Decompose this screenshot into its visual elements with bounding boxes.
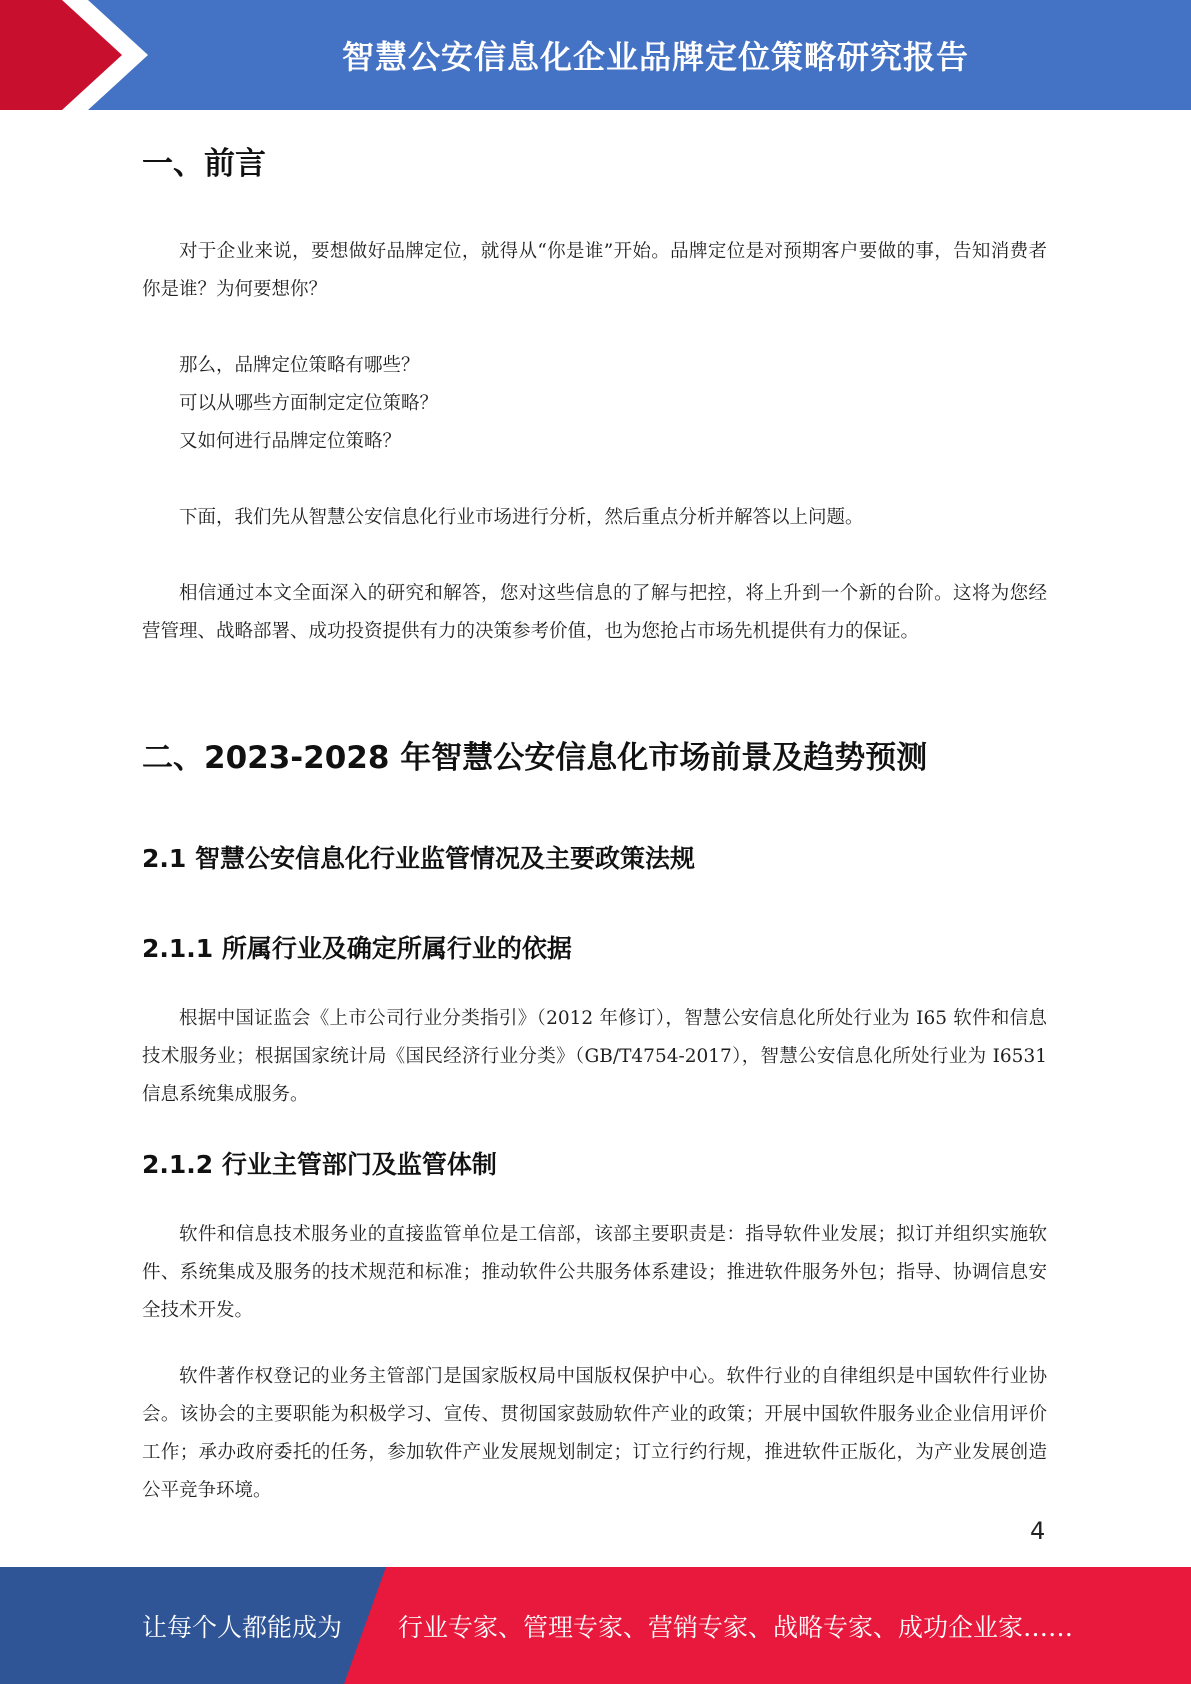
question-item: 那么，品牌定位策略有哪些？ [179, 355, 420, 376]
header-arrow-icon [0, 0, 160, 110]
section-2-1-2-title: 2.1.2 行业主管部门及监管体制 [142, 1150, 497, 1179]
report-title: 智慧公安信息化企业品牌定位策略研究报告 [341, 38, 969, 76]
page-footer [0, 1567, 1191, 1684]
paragraph: 根据中国证监会《上市公司行业分类指引》（2012 年修订），智慧公安信息化所处行业为 I65 软件和信息技术服务业；根据国家统计局《国民经济行业分类》（GB/T4754-2017），智慧公安信息化所处行业为 I6531 信息系统集成服务。 [142, 1008, 1047, 1105]
question-item: 又如何进行品牌定位策略？ [179, 431, 402, 452]
paragraph: 相信通过本文全面深入的研究和解答，您对这些信息的了解与把控，将上升到一个新的台阶。这将为您经营管理、战略部署、成功投资提供有力的决策参考价值，也为您抢占市场先机提供有力的保证。 [142, 583, 1047, 642]
paragraph: 软件著作权登记的业务主管部门是国家版权局中国版权保护中心。软件行业的自律组织是中国软件行业协会。该协会的主要职能为积极学习、宣传、贯彻国家鼓励软件产业的政策；开展中国软件服务业企业信用评价工作；承办政府委托的任务，参加软件产业发展规划制定；订立行约行规，推进软件正版化，为产业发展创造公平竞争环境。 [142, 1366, 1047, 1501]
page-header [0, 0, 1191, 110]
paragraph: 下面，我们先从智慧公安信息化行业市场进行分析，然后重点分析并解答以上问题。 [179, 507, 864, 528]
section-preface-title: 一、前言 [142, 146, 266, 182]
section-ch2-title: 二、2023-2028 年智慧公安信息化市场前景及趋势预测 [142, 740, 928, 776]
paragraph: 软件和信息技术服务业的直接监管单位是工信部，该部主要职责是：指导软件业发展；拟订并组织实施软件、系统集成及服务的技术规范和标准；推动软件公共服务体系建设；推进软件服务外包；指导、协调信息安全技术开发。 [142, 1224, 1047, 1321]
footer-slogan-left: 让每个人都能成为 [142, 1612, 343, 1642]
paragraph: 对于企业来说，要想做好品牌定位，就得从“你是谁”开始。品牌定位是对预期客户要做的事，告知消费者你是谁？为何要想你？ [142, 241, 1047, 300]
section-2-1-title: 2.1 智慧公安信息化行业监管情况及主要政策法规 [142, 844, 695, 873]
footer-slogan-right: 行业专家、管理专家、营销专家、战略专家、成功企业家…… [398, 1612, 1074, 1642]
question-item: 可以从哪些方面制定定位策略？ [179, 393, 439, 414]
page-number: 4 [1030, 1517, 1046, 1545]
section-2-1-1-title: 2.1.1 所属行业及确定所属行业的依据 [142, 934, 572, 963]
